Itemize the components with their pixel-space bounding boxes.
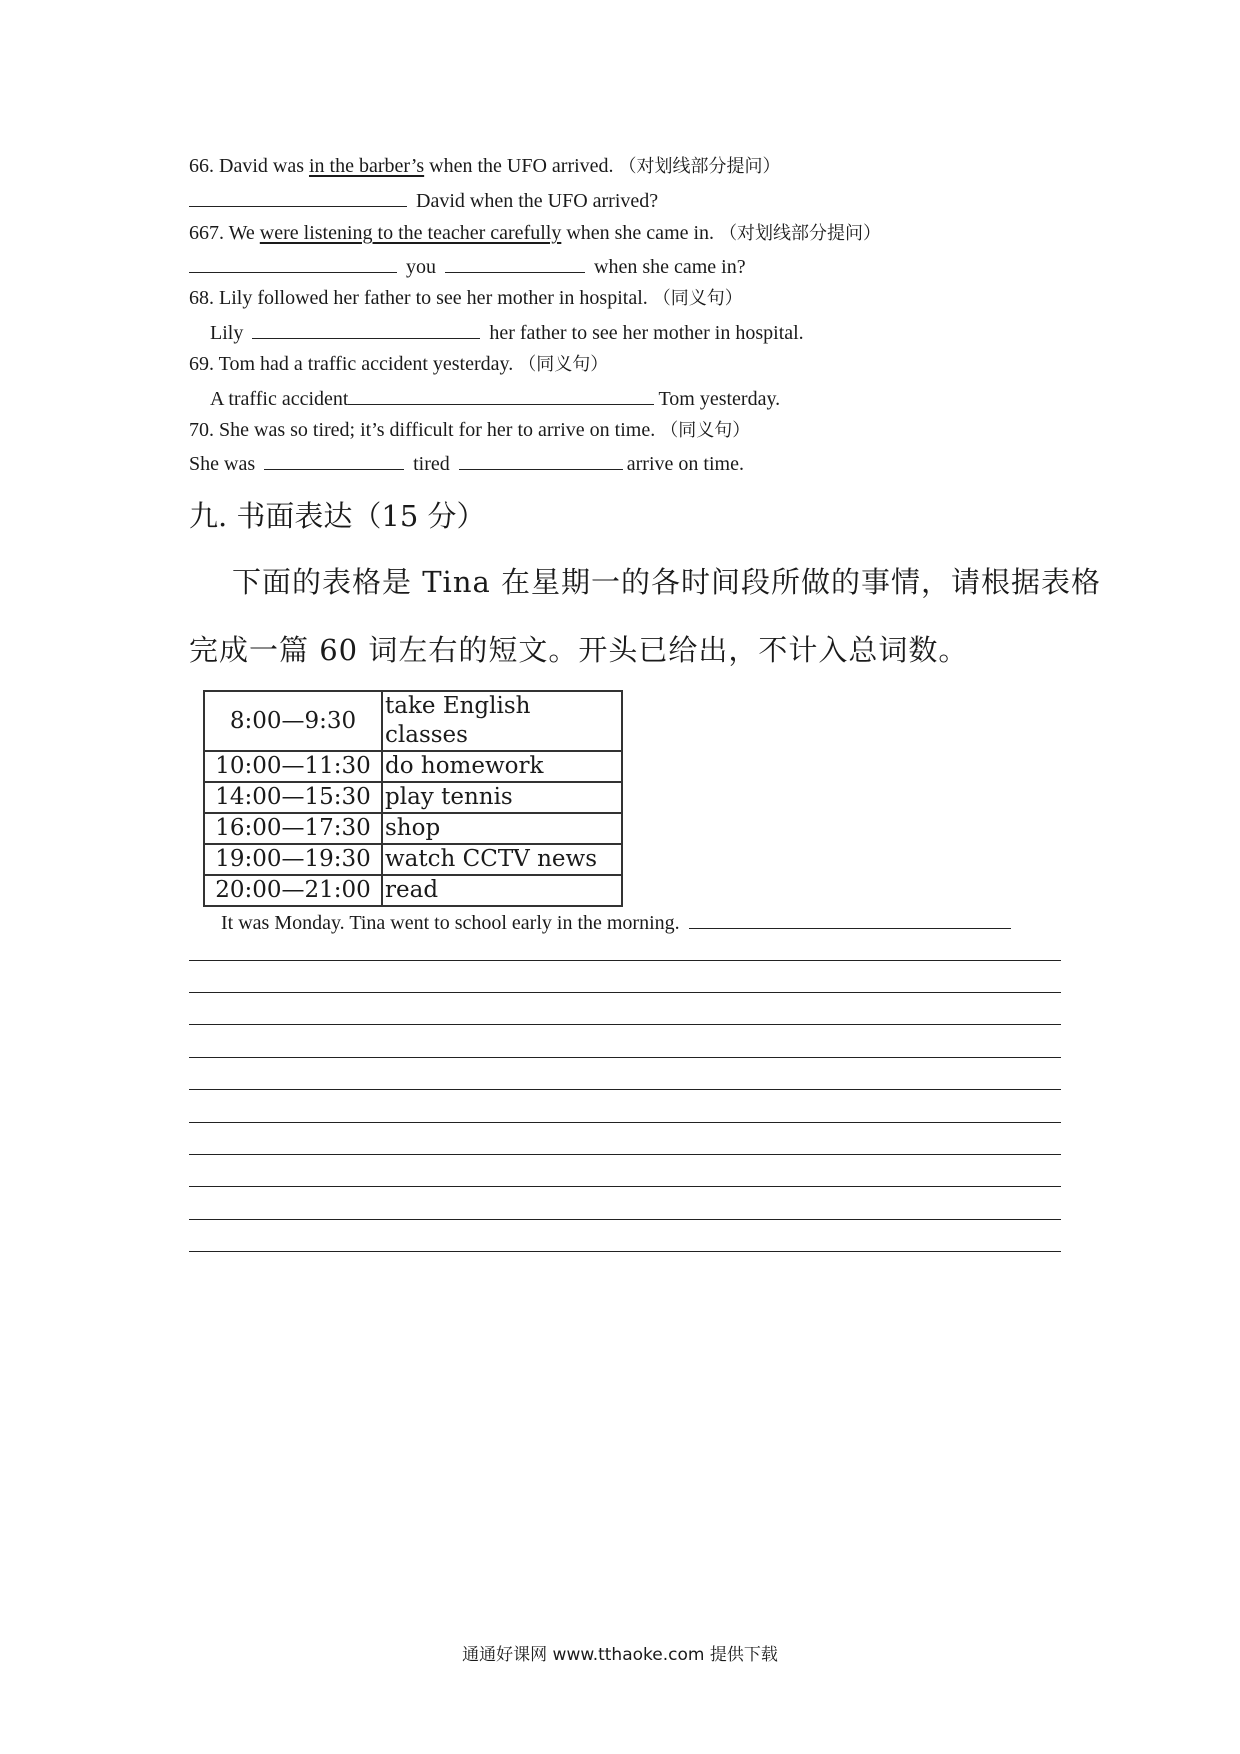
answer-text: tired: [413, 453, 450, 475]
answer-text: A traffic accident: [210, 388, 349, 410]
activity-cell: do homework: [382, 751, 622, 782]
writing-line[interactable]: [189, 1122, 1061, 1123]
answer-line-67: [189, 254, 746, 279]
footer-text: 通通好课网 www.tthaoke.com 提供下载: [462, 1645, 778, 1665]
question-67: [189, 221, 881, 246]
writing-line[interactable]: [189, 960, 1061, 961]
answer-text: David when the UFO arrived?: [416, 190, 659, 212]
essay-start-text: It was Monday. Tina went to school early in the morning.: [221, 912, 680, 934]
answer-blank[interactable]: [189, 254, 397, 273]
writing-line[interactable]: [189, 1251, 1061, 1252]
activity-cell: read: [382, 875, 622, 906]
time-cell: 10:00—11:30: [204, 751, 382, 782]
activity-cell: take English classes: [382, 691, 622, 751]
activity-cell: shop: [382, 813, 622, 844]
answer-blank[interactable]: [189, 188, 407, 207]
table-row: [204, 691, 622, 751]
essay-start: [221, 910, 1015, 935]
answer-line-68: [210, 320, 804, 345]
answer-text: She was: [189, 453, 256, 475]
writing-line[interactable]: [189, 1154, 1061, 1155]
instructions-line-1: 下面的表格是 Tina 在星期一的各时间段所做的事情，请根据表格: [232, 565, 1102, 599]
instruction-note: （同义句）: [652, 288, 743, 309]
schedule-table: [203, 690, 623, 907]
answer-text: you: [406, 256, 436, 278]
time-cell: 16:00—17:30: [204, 813, 382, 844]
instruction-note: （对划线部分提问）: [719, 223, 882, 244]
answer-blank[interactable]: [252, 320, 480, 339]
question-text: 66. David was: [189, 155, 309, 177]
question-69: [189, 352, 608, 377]
answer-line-66: [189, 188, 658, 213]
writing-blank[interactable]: [689, 910, 1011, 929]
question-70: [189, 418, 750, 443]
time-cell: 14:00—15:30: [204, 782, 382, 813]
instructions-line-2: 完成一篇 60 词左右的短文。开头已给出，不计入总词数。: [189, 633, 969, 667]
writing-line[interactable]: [189, 1024, 1061, 1025]
table-row: [204, 751, 622, 782]
table-row: [204, 844, 622, 875]
answer-text: arrive on time.: [626, 453, 744, 475]
answer-blank[interactable]: [348, 386, 654, 405]
table-row: [204, 782, 622, 813]
question-text: 70. She was so tired; it’s difficult for her to arrive on time.: [189, 419, 656, 441]
activity-cell: watch CCTV news: [382, 844, 622, 875]
question-text: when she came in.: [561, 222, 715, 244]
time-cell: 19:00—19:30: [204, 844, 382, 875]
section-heading: 九. 书面表达（15 分）: [189, 499, 486, 533]
writing-line[interactable]: [189, 992, 1061, 993]
question-66: [189, 154, 781, 179]
instruction-note: （同义句）: [660, 420, 751, 441]
answer-line-69: [210, 386, 780, 411]
activity-cell: play tennis: [382, 782, 622, 813]
answer-blank[interactable]: [459, 451, 623, 470]
answer-text: her father to see her mother in hospital.: [489, 322, 804, 344]
question-text: 68. Lily followed her father to see her mother in hospital.: [189, 287, 648, 309]
time-cell: 20:00—21:00: [204, 875, 382, 906]
writing-line[interactable]: [189, 1057, 1061, 1058]
question-text: 69. Tom had a traffic accident yesterday.: [189, 353, 514, 375]
time-cell: 8:00—9:30: [204, 691, 382, 751]
writing-line[interactable]: [189, 1089, 1061, 1090]
writing-line[interactable]: [189, 1219, 1061, 1220]
underlined-phrase: in the barber’s: [308, 155, 425, 177]
answer-text: Lily: [210, 322, 244, 344]
table-row: [204, 813, 622, 844]
answer-blank[interactable]: [445, 254, 585, 273]
table-row: [204, 875, 622, 906]
answer-text: when she came in?: [594, 256, 746, 278]
question-68: [189, 286, 743, 311]
instruction-note: （同义句）: [518, 354, 609, 375]
question-text: 667. We: [189, 222, 260, 244]
answer-line-70: [189, 451, 744, 476]
writing-line[interactable]: [189, 1186, 1061, 1187]
instruction-note: （对划线部分提问）: [618, 156, 781, 177]
answer-blank[interactable]: [264, 451, 404, 470]
underlined-phrase: were listening to the teacher carefully: [259, 222, 562, 244]
question-text: when the UFO arrived.: [424, 155, 614, 177]
answer-text: Tom yesterday.: [658, 388, 781, 410]
